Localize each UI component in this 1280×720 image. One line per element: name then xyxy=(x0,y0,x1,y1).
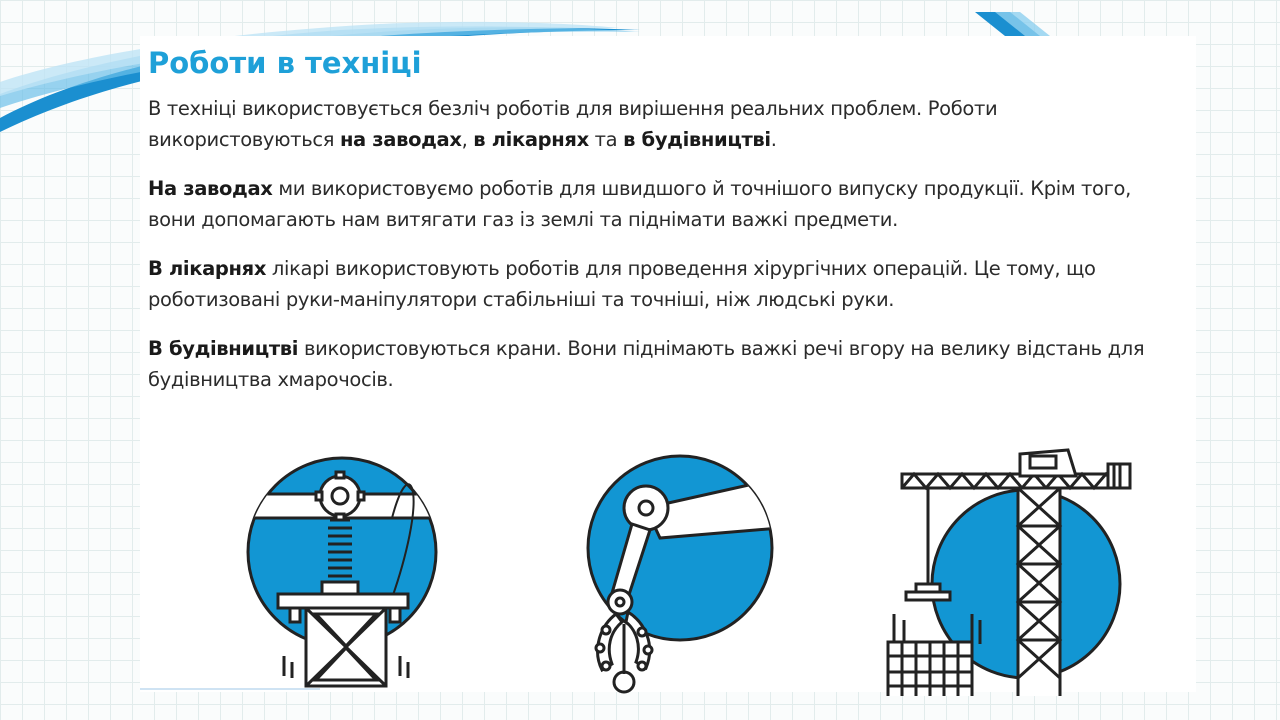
construction-paragraph: В будівництві використовуються крани. Вони піднімають важкі речі вгору на велику відстань для будівництва хмарочосів. xyxy=(148,337,1145,391)
intro-paragraph: В техніці використовується безліч роботів для вирішення реальних проблем. Роботи використовуються на заводах, в лікарнях та в будівництві. xyxy=(148,97,998,151)
page-title: Роботи в техніці xyxy=(148,46,422,80)
construction-crane-icon xyxy=(880,446,1140,696)
hospitals-paragraph: В лікарнях лікарі використовують роботів для проведення хірургічних операцій. Це тому, що роботизовані руки-маніпулятори стабільніші та точніші, ніж людські руки. xyxy=(148,257,1096,311)
robotic-arm-icon xyxy=(580,450,780,696)
factories-paragraph: На заводах ми використовуємо роботів для швидшого й точнішого випуску продукції. Крім того, вони допомагають нам витягати газ із землі та піднімати важкі предмети. xyxy=(148,177,1131,231)
factory-robot-icon xyxy=(240,448,450,694)
content-card xyxy=(140,36,1196,692)
bottom-accent-line xyxy=(140,688,320,690)
